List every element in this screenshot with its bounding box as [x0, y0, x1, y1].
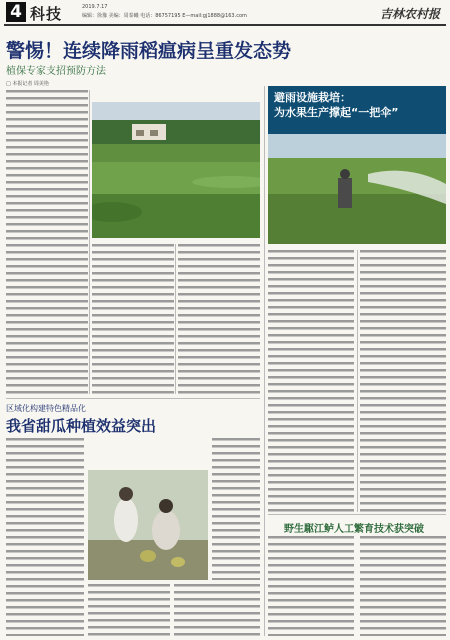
column-divider [264, 86, 265, 636]
column-divider [89, 90, 90, 394]
lead-body-column-1 [6, 90, 88, 394]
newspaper-name: 吉林农村报 [379, 7, 440, 21]
section-separator [268, 514, 446, 515]
right-story-title [274, 90, 444, 120]
right-story-title-line-2: 为水果生产撑起“一把伞” [274, 106, 399, 119]
second-story-lead: 区域化构建特色精品化 [6, 404, 86, 413]
lead-byline: □ 本报记者 周美艳 [6, 81, 49, 87]
right-body-column-2 [360, 250, 446, 512]
section-title: 科技 [30, 5, 63, 23]
second-body-column-4 [212, 438, 260, 580]
lead-subheadline: 植保专家支招预防方法 [6, 66, 106, 77]
contact-line: 电话：86757195 E—mail:gj1888@163.com [140, 13, 247, 19]
right-story-title-line-1: 避雨设施栽培： [274, 91, 351, 104]
column-divider [357, 250, 358, 512]
sprayer-image [268, 134, 446, 244]
melon-photo [88, 470, 208, 580]
issue-date: 2019.7.17 [82, 4, 108, 10]
section-separator [6, 398, 260, 399]
second-body-column-3 [174, 584, 260, 636]
lead-body-column-2 [92, 244, 174, 394]
sprayer-photo [268, 134, 446, 244]
second-body-column-1 [6, 438, 84, 636]
third-body-column-1 [268, 536, 354, 636]
right-body-column-1 [268, 250, 354, 512]
editor-contact [82, 12, 247, 19]
header-rule [4, 24, 446, 26]
third-body-column-2 [360, 536, 446, 636]
lead-headline: 警惕！连续降雨稻瘟病呈重发态势 [6, 40, 292, 62]
rice-field-photo [92, 102, 260, 238]
column-divider [175, 244, 176, 394]
second-body-column-2 [88, 584, 170, 636]
editor-line: 编辑：徐豫 美编：周泰曦 [82, 13, 139, 19]
second-story-headline: 我省甜瓜种植效益突出 [6, 417, 157, 435]
page-number: 4 [6, 2, 26, 22]
melon-image [88, 470, 208, 580]
rice-field-image [92, 102, 260, 238]
lead-body-column-3 [178, 244, 260, 394]
third-story-headline: 野生駆江鲈人工繁育技术获突破 [284, 524, 424, 535]
